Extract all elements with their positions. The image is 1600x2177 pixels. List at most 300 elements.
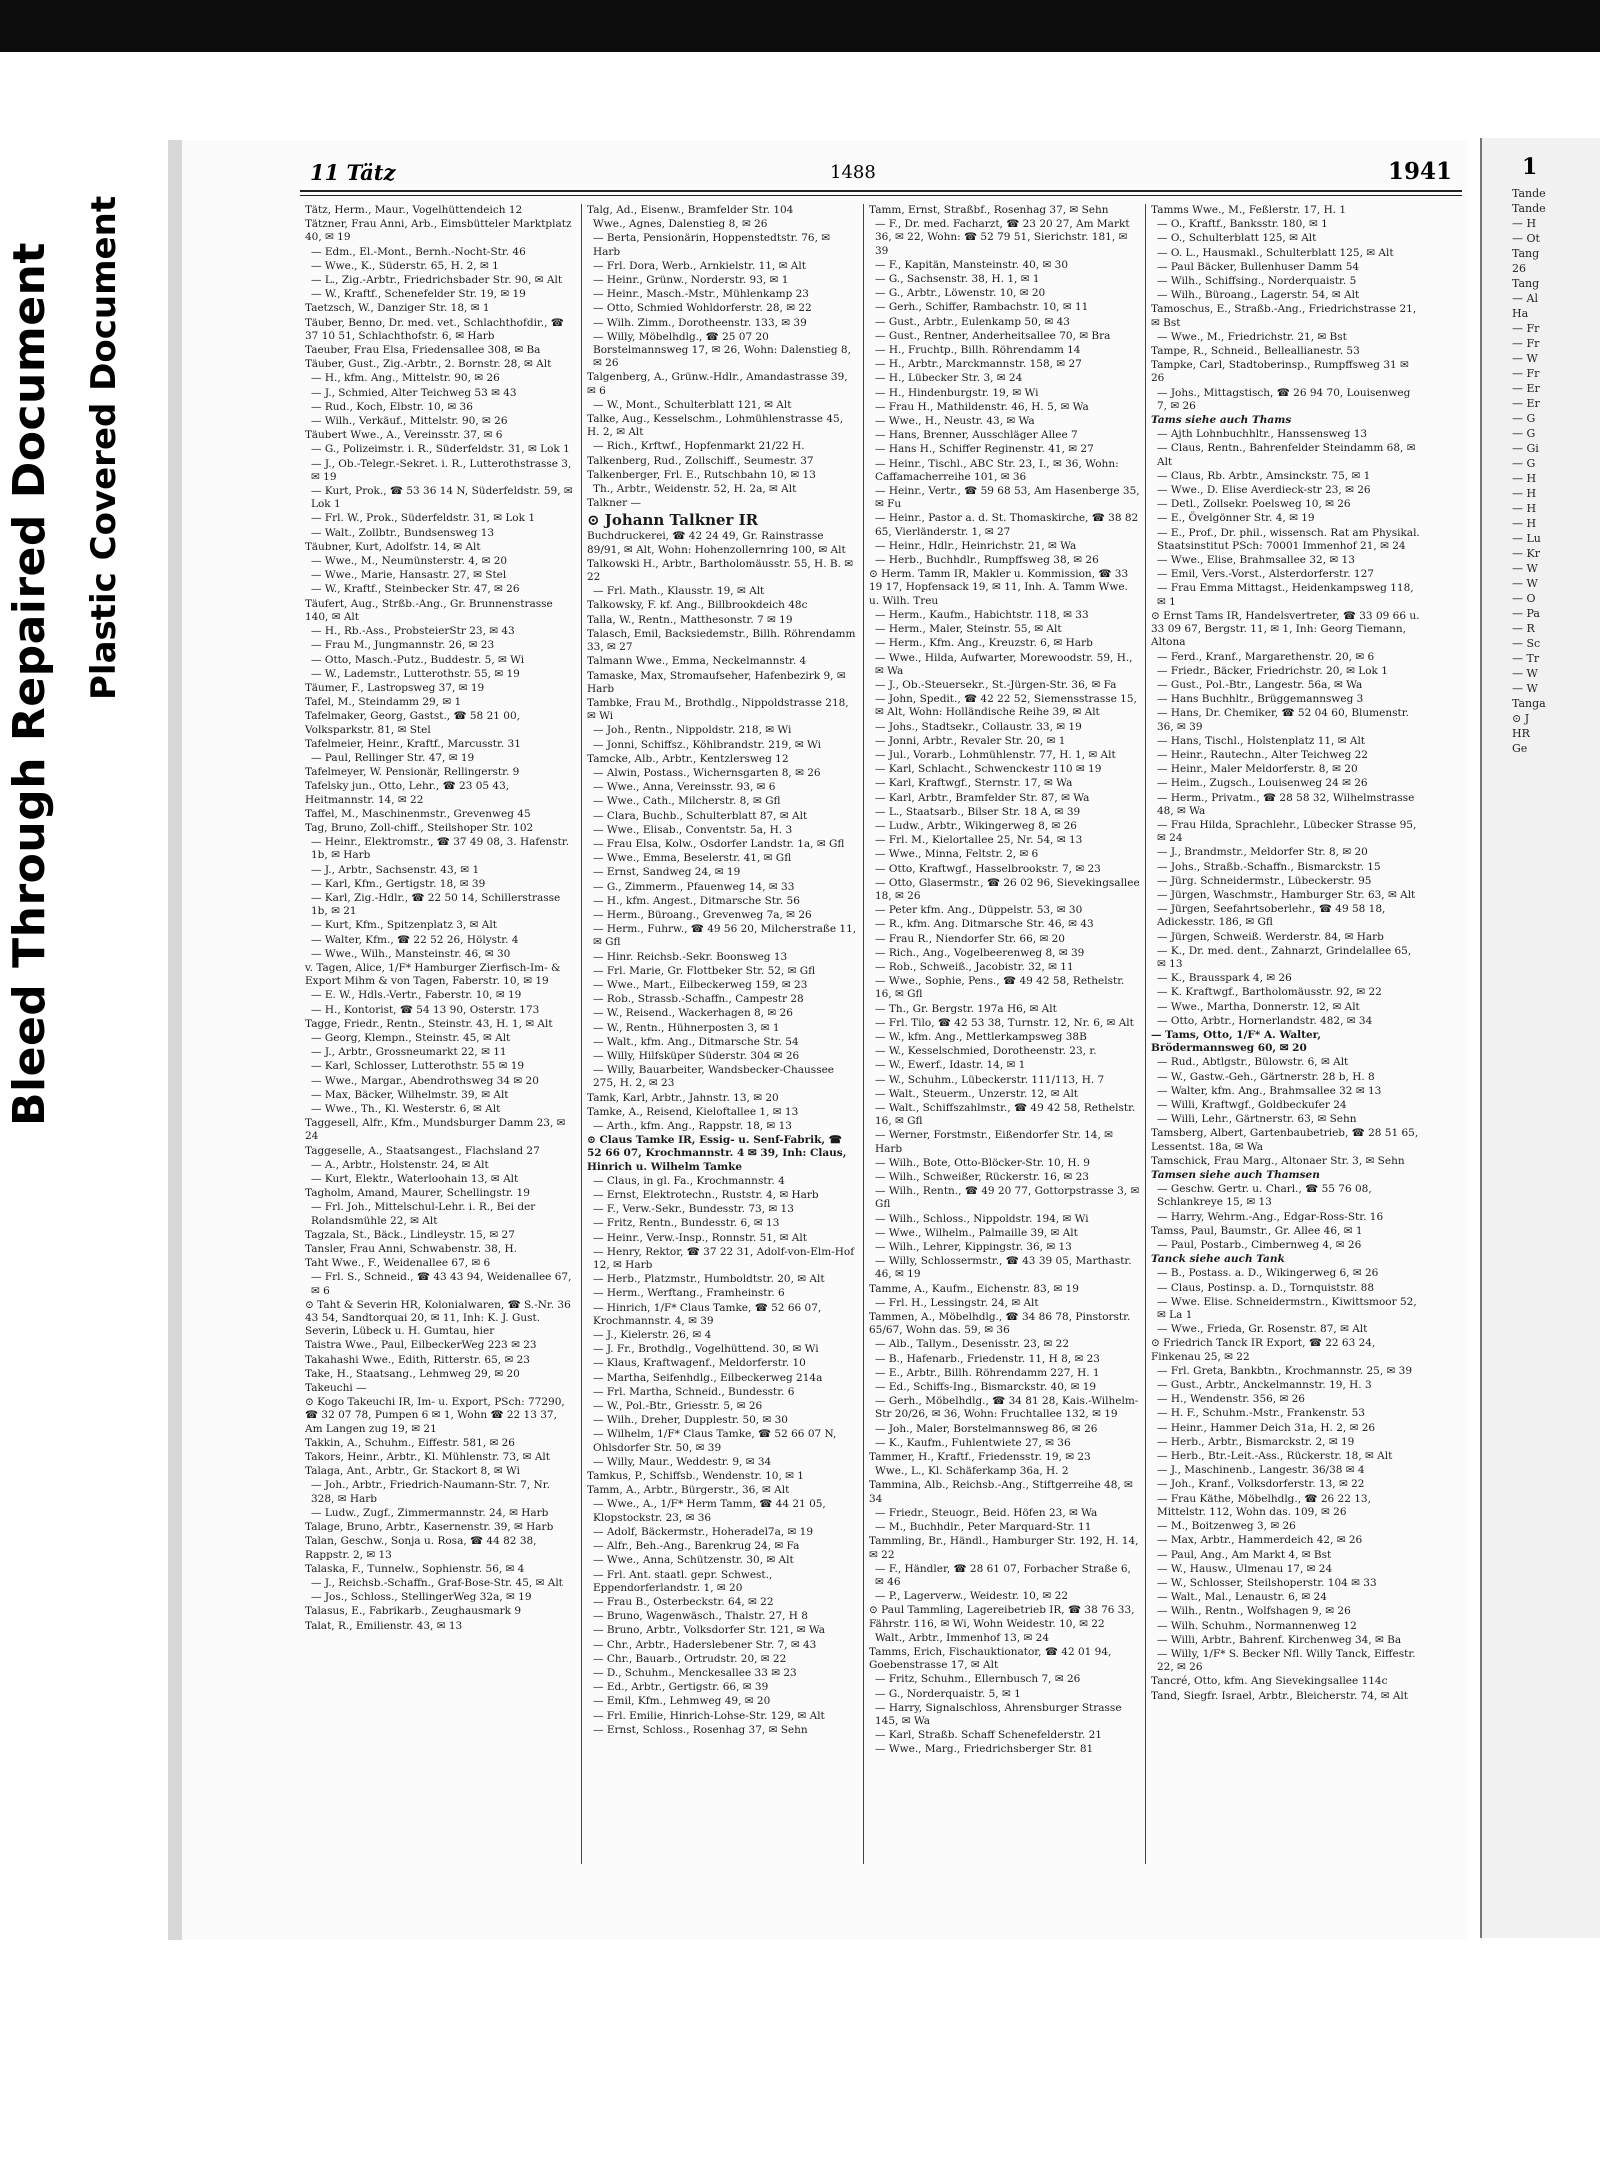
directory-entry: Talkowsky, F. kf. Ang., Billbrookdeich 48c xyxy=(587,599,808,612)
next-page-stub: Ge xyxy=(1512,742,1528,755)
directory-entry: — Gust., Arbtr., Anckelmannstr. 19, H. 3 xyxy=(1157,1379,1372,1392)
directory-entry: — Hans Buchhltr., Brüggemannsweg 3 xyxy=(1157,693,1364,706)
directory-entry: — Frl. W., Prok., Süderfeldstr. 31, ✉ Lok 1 xyxy=(311,512,536,525)
directory-entry: — Willy, Hilfsküper Süderstr. 304 ✉ 26 xyxy=(593,1049,800,1062)
page-header xyxy=(300,158,1462,192)
directory-entry: — Walt., Mal., Lenaustr. 6, ✉ 24 xyxy=(1157,1591,1327,1604)
next-page-stub: — Er xyxy=(1512,397,1540,410)
directory-entry: — H. F., Schuhm.-Mstr., Frankenstr. 53 xyxy=(1157,1407,1365,1420)
directory-entry: ⊙ Herm. Tamm IR, Makler u. Kommission, ☎ 33 19 17, Hopfensack 19, ✉ 11, Inh. A. Tamm Wwe. u. Wilh. Treu xyxy=(869,568,1129,607)
directory-entry: Wwe., Agnes, Dalenstieg 8, ✉ 26 xyxy=(593,218,768,231)
directory-entry: — Wwe., H., Neustr. 43, ✉ Wa xyxy=(875,415,1035,428)
directory-entry: Taetzsch, W., Danziger Str. 18, ✉ 1 xyxy=(305,302,490,315)
directory-entry: ⊙ Johann Talkner IR xyxy=(587,511,759,530)
directory-entry: ⊙ Ernst Tams IR, Handelsvertreter, ☎ 33 09 66 u. 33 09 67, Bergstr. 11, ✉ 1, Inh: Georg Tiemann, Altona xyxy=(1151,609,1420,649)
directory-entry: — M., Boitzenweg 3, ✉ 26 xyxy=(1157,1520,1296,1533)
directory-entry: — F., Dr. med. Facharzt, ☎ 23 20 27, Am Markt 36, ✉ 22, Wohn: ☎ 52 79 51, Sierichstr. 181, ✉ 39 xyxy=(875,218,1130,257)
next-page-stubs xyxy=(1482,186,1600,756)
directory-entry: Th., Arbtr., Weidenstr. 52, H. 2a, ✉ Alt xyxy=(593,483,797,496)
directory-entry: — Johs., Mittagstisch, ☎ 26 94 70, Louisenweg 7, ✉ 26 xyxy=(1157,386,1411,412)
directory-entry: — Wwe., Wilhelm., Palmaille 39, ✉ Alt xyxy=(875,1226,1078,1239)
directory-entry: — Joh., Maler, Borstelmannsweg 86, ✉ 26 xyxy=(875,1422,1098,1435)
header-section-title: 11 Tätz xyxy=(310,160,396,185)
next-page-stub: — H xyxy=(1512,472,1537,485)
directory-entry: — Heinr., Rautechn., Alter Teichweg 22 xyxy=(1157,748,1368,761)
directory-entry: — Harry, Wehrm.-Ang., Edgar-Ross-Str. 16 xyxy=(1157,1210,1384,1223)
directory-column-4 xyxy=(1146,204,1428,1864)
directory-entry: — Jonni, Arbtr., Revaler Str. 20, ✉ 1 xyxy=(875,734,1066,747)
directory-entry: Tamke, A., Reisend, Kieloftallee 1, ✉ 13 xyxy=(587,1105,799,1118)
directory-entry: — J. Fr., Brothdlg., Vogelhüttend. 30, ✉ Wi xyxy=(593,1343,819,1356)
directory-entry: — Herm., Kaufm., Habichtstr. 118, ✉ 33 xyxy=(875,608,1089,621)
directory-entry: — W., Kesselschmied, Dorotheenstr. 23, r. xyxy=(875,1045,1097,1058)
directory-entry: — Willy, Bauarbeiter, Wandsbecker-Chaussee 275, H. 2, ✉ 23 xyxy=(593,1064,835,1090)
next-page-stub: — G xyxy=(1512,427,1536,440)
next-page-stub: — H xyxy=(1512,217,1537,230)
directory-entry: — J., Ob.-Steuersekr., St.-Jürgen-Str. 36, ✉ Fa xyxy=(875,678,1117,691)
directory-entry: — Jul., Vorarb., Lohmühlenstr. 77, H. 1, ✉ Alt xyxy=(875,748,1116,761)
directory-entry: Tag, Bruno, Zoll-chiff., Steilshoper Str. 102 xyxy=(305,821,534,834)
directory-entry: — Wwe., Mart., Eilbeckerweg 159, ✉ 23 xyxy=(593,978,808,991)
next-page-stub: — R xyxy=(1512,622,1535,635)
directory-column-2 xyxy=(582,204,864,1864)
directory-entry: — Ajth Lohnbuchhltr., Hanssensweg 13 xyxy=(1157,428,1368,441)
directory-entry: Tamschick, Frau Marg., Altonaer Str. 3, ✉ Sehn xyxy=(1151,1154,1405,1167)
directory-entry: — K. Kraftwgf., Bartholomäusstr. 92, ✉ 22 xyxy=(1157,986,1382,999)
directory-entry: — Heinr., Pastor a. d. St. Thomaskirche, ☎ 38 82 65, Vierländerstr. 1, ✉ 27 xyxy=(875,512,1139,538)
directory-entry: — Wwe., K., Süderstr. 65, H. 2, ✉ 1 xyxy=(311,259,499,272)
directory-entry: — W., Gastw.-Geh., Gärtnerstr. 28 b, H. 8 xyxy=(1157,1070,1375,1083)
directory-entry: Tammling, Br., Händl., Hamburger Str. 192, H. 14, ✉ 22 xyxy=(869,1535,1139,1561)
directory-entry: — F., Verw.-Sekr., Bundesstr. 73, ✉ 13 xyxy=(593,1203,794,1216)
directory-entry: — Wwe., Minna, Feltstr. 2, ✉ 6 xyxy=(875,848,1039,861)
directory-entry: — Wwe., Martha, Donnerstr. 12, ✉ Alt xyxy=(1157,1000,1360,1013)
directory-entry: Täuber, Benno, Dr. med. vet., Schlachthofdir., ☎ 37 10 51, Schlachthofstr. 6, ✉ Harb xyxy=(305,316,564,342)
directory-entry: — Willi, Arbtr., Bahrenf. Kirchenweg 34, ✉ Ba xyxy=(1157,1633,1402,1646)
directory-entry: — Otto, Glasermstr., ☎ 26 02 96, Sievekingsallee 18, ✉ 26 xyxy=(875,876,1140,902)
directory-entry: Talat, R., Emilienstr. 43, ✉ 13 xyxy=(305,1619,463,1632)
directory-entry: — Bruno, Arbtr., Volksdorfer Str. 121, ✉ Wa xyxy=(593,1624,826,1637)
directory-entry: — Edm., El.-Mont., Bernh.-Nocht-Str. 46 xyxy=(311,245,526,258)
directory-entry: Tamoschus, E., Straßb.-Ang., Friedrichstrasse 21, ✉ Bst xyxy=(1151,303,1417,329)
directory-entry: Taht Wwe., F., Weidenallee 67, ✉ 6 xyxy=(305,1257,491,1270)
directory-entry: — B., Postass. a. D., Wikingerweg 6, ✉ 26 xyxy=(1157,1267,1379,1280)
directory-entry: — Joh., Rentn., Nippoldstr. 218, ✉ Wi xyxy=(593,724,792,737)
directory-entry: Talaga, Ant., Arbtr., Gr. Stackort 8, ✉ Wi xyxy=(305,1465,520,1478)
directory-entry: — Herm., Maler, Steinstr. 55, ✉ Alt xyxy=(875,623,1062,636)
directory-entry: — Karl, Kraftwgf., Sternstr. 17, ✉ Wa xyxy=(875,777,1073,790)
directory-entry: — Joh., Kranf., Volksdorferstr. 13, ✉ 22 xyxy=(1157,1478,1365,1491)
directory-entry: — Willy, Maur., Weddestr. 9, ✉ 34 xyxy=(593,1455,772,1468)
directory-entry: Tammer, H., Kraftf., Friedensstr. 19, ✉ 23 xyxy=(869,1451,1091,1464)
directory-entry: — Tams, Otto, 1/F* A. Walter, Brödermannsweg 60, ✉ 20 xyxy=(1151,1028,1322,1055)
directory-entry: — Heinr., Masch.-Mstr., Mühlenkamp 23 xyxy=(593,288,809,301)
directory-entry: — Jürgen, Schweiß. Werderstr. 84, ✉ Harb xyxy=(1157,930,1384,943)
directory-entry: — Wwe., Sophie, Pens., ☎ 49 42 58, Rethelstr. 16, ✉ Gfl xyxy=(875,975,1125,1001)
directory-entry: — Emil, Vers.-Vorst., Alsterdorferstr. 127 xyxy=(1157,568,1374,581)
directory-entry: — Herm., Kfm. Ang., Kreuzstr. 6, ✉ Harb xyxy=(875,637,1093,650)
directory-entry: Tammen, A., Möbelhdlg., ☎ 34 86 78, Pinstorstr. 65/67, Wohn das. 59, ✉ 36 xyxy=(869,1311,1131,1337)
directory-entry: — Ludw., Zugf., Zimmermannstr. 24, ✉ Harb xyxy=(311,1506,549,1519)
directory-entry: — Claus, Rb. Arbtr., Amsinckstr. 75, ✉ 1 xyxy=(1157,469,1371,482)
directory-entry: — Harry, Signalschloss, Ahrensburger Strasse 145, ✉ Wa xyxy=(875,1701,1122,1727)
directory-entry: — Frl. Marie, Gr. Flottbeker Str. 52, ✉ Gfl xyxy=(593,964,816,977)
directory-entry: — Rob., Schweiß., Jacobistr. 32, ✉ 11 xyxy=(875,960,1074,973)
directory-entry: — L., Zig.-Arbtr., Friedrichsbader Str. 90, ✉ Alt xyxy=(311,274,563,287)
directory-entry: — Th., Gr. Bergstr. 197a H6, ✉ Alt xyxy=(875,1002,1057,1015)
directory-entry: — E., Övelgönner Str. 4, ✉ 19 xyxy=(1157,512,1315,525)
directory-entry: — Frl. Math., Klausstr. 19, ✉ Alt xyxy=(593,585,765,598)
directory-entry: Täufert, Aug., Strßb.-Ang., Gr. Brunnenstrasse 140, ✉ Alt xyxy=(305,597,553,623)
directory-entry: — Berta, Pensionärin, Hoppenstedtstr. 76, ✉ Harb xyxy=(593,232,831,258)
directory-entry: — Walt., Steuerm., Unzerstr. 12, ✉ Alt xyxy=(875,1087,1079,1100)
directory-entry: Tansler, Frau Anni, Schwabenstr. 38, H. xyxy=(305,1243,517,1256)
directory-entry: ⊙ Claus Tamke IR, Essig- u. Senf-Fabrik, ☎ 52 66 07, Krochmannstr. 4 ✉ 39, Inh: Claus, Hinrich u. Wilhelm Tamke xyxy=(587,1134,847,1173)
directory-entry: — Frl. Joh., Mittelschul-Lehr. i. R., Bei der Rolandsmühle 22, ✉ Alt xyxy=(311,1201,536,1227)
side-label-primary: Bleed Through Repaired Document xyxy=(4,242,55,1126)
directory-entry: — K., Dr. med. dent., Zahnarzt, Grindelallee 65, ✉ 13 xyxy=(1157,944,1412,970)
directory-entry: — Herm., Werftang., Framheinstr. 6 xyxy=(593,1287,785,1300)
directory-entry: ⊙ Taht & Severin HR, Kolonialwaren, ☎ S.-Nr. 36 43 54, Sandtorquai 20, ✉ 11, Inh: K. J. Gust. Severin, Lübeck u. H. Gumtau, hier xyxy=(305,1298,571,1338)
next-page-stub: — W xyxy=(1512,562,1538,575)
directory-entry: Täumer, F., Lastropsweg 37, ✉ 19 xyxy=(305,681,485,694)
directory-entry: Tampe, R., Schneid., Belleallianestr. 53 xyxy=(1151,345,1360,358)
next-page-stub: — H xyxy=(1512,517,1537,530)
directory-entry: — W., kfm. Ang., Mettlerkampsweg 38B xyxy=(875,1030,1087,1043)
directory-entry: Takahashi Wwe., Edith, Ritterstr. 65, ✉ 23 xyxy=(305,1353,530,1366)
directory-entry: — Heinr., Grünw., Norderstr. 93, ✉ 1 xyxy=(593,274,789,287)
directory-entry: — Alwin, Postass., Wichernsgarten 8, ✉ 26 xyxy=(593,766,821,779)
directory-entry: — Fritz, Schuhm., Ellernbusch 7, ✉ 26 xyxy=(875,1673,1081,1686)
directory-entry: — Frl. Emilie, Hinrich-Lohse-Str. 129, ✉ Alt xyxy=(593,1709,825,1722)
next-page-stub: — Lu xyxy=(1512,532,1541,545)
directory-entry: — Rud., Abtlgstr., Bülowstr. 6, ✉ Alt xyxy=(1157,1056,1349,1069)
directory-entry: Tamms Wwe., M., Feßlerstr. 17, H. 1 xyxy=(1151,204,1347,216)
next-page-stub: — W xyxy=(1512,352,1538,365)
directory-entry: — Heim., Zugsch., Louisenweg 24 ✉ 26 xyxy=(1157,777,1368,790)
directory-entry: — Ludw., Arbtr., Wikingerweg 8, ✉ 26 xyxy=(875,819,1077,832)
directory-entry: — Wwe., Hilda, Aufwarter, Morewoodstr. 59, H., ✉ Wa xyxy=(875,651,1133,677)
directory-entry: — Wilhelm, 1/F* Claus Tamke, ☎ 52 66 07 N, Ohlsdorfer Str. 50, ✉ 39 xyxy=(593,1428,837,1454)
directory-entry: — Rob., Strassb.-Schaffn., Campestr 28 xyxy=(593,993,804,1006)
directory-entry: Täubner, Kurt, Adolfstr. 14, ✉ Alt xyxy=(305,540,481,553)
next-page-stub: ⊙ J xyxy=(1512,712,1530,725)
directory-entry: Tamk, Karl, Arbtr., Jahnstr. 13, ✉ 20 xyxy=(587,1091,779,1104)
directory-entry: — Heinr., Verw.-Insp., Ronnstr. 51, ✉ Alt xyxy=(593,1231,807,1244)
directory-entry: — Max, Arbtr., Hammerdeich 42, ✉ 26 xyxy=(1157,1534,1363,1547)
directory-entry: — Wilh., Lehrer, Kippingstr. 36, ✉ 13 xyxy=(875,1241,1072,1254)
directory-entry: — J., Reichsb.-Schaffn., Graf-Bose-Str. 45, ✉ Alt xyxy=(311,1576,563,1589)
directory-entry: — Gerh., Möbelhdlg., ☎ 34 81 28, Kais.-Wilhelm-Str 20/26, ✉ 36, Wohn: Fruchtallee 132, ✉ 19 xyxy=(875,1395,1139,1421)
next-page-stub: — Fr xyxy=(1512,322,1540,335)
directory-entry: — Karl, Arbtr., Bramfelder Str. 87, ✉ Wa xyxy=(875,791,1090,804)
directory-entry: Tamkus, P., Schiffsb., Wendenstr. 10, ✉ 1 xyxy=(587,1470,804,1483)
directory-entry: — G., Zimmerm., Pfauenweg 14, ✉ 33 xyxy=(593,880,795,893)
directory-entry: — Gust., Pol.-Btr., Langestr. 56a, ✉ Wa xyxy=(1157,678,1363,691)
directory-entry: — Walter, Kfm., ☎ 22 52 26, Hölystr. 4 xyxy=(311,933,519,946)
directory-entry: — Karl, Straßb. Schaff Schenefelderstr. 21 xyxy=(875,1729,1102,1742)
directory-entry: — Wwe., Margar., Abendrothsweg 34 ✉ 20 xyxy=(311,1074,539,1087)
directory-entry: — Klaus, Kraftwagenf., Meldorferstr. 10 xyxy=(593,1357,806,1370)
directory-entry: — Ed., Schiffs-Ing., Bismarckstr. 40, ✉ 19 xyxy=(875,1381,1097,1394)
directory-entry: — Geschw. Gertr. u. Charl., ☎ 55 76 08, Schlankreye 15, ✉ 13 xyxy=(1157,1183,1372,1209)
header-page-number: 1488 xyxy=(830,162,876,183)
directory-entry: — Wwe. Elise. Schneidermstrn., Kiwittsmoor 52, ✉ La 1 xyxy=(1157,1295,1417,1322)
directory-entry: — Frl. S., Schneid., ☎ 43 43 94, Weidenallee 67, ✉ 6 xyxy=(311,1271,572,1297)
directory-entry: — Rich., Ang., Vogelbeerenweg 8, ✉ 39 xyxy=(875,946,1085,959)
directory-entry: Talaska, F., Tunnelw., Sophienstr. 56, ✉ 4 xyxy=(305,1562,525,1575)
directory-entry: — W., Reisend., Wackerhagen 8, ✉ 26 xyxy=(593,1007,793,1020)
directory-entry: — Willi, Lehr., Gärtnerstr. 63, ✉ Sehn xyxy=(1157,1113,1357,1126)
directory-entry: — Rud., Koch, Elbstr. 10, ✉ 36 xyxy=(311,400,473,413)
directory-entry: Tagge, Friedr., Rentn., Steinstr. 43, H. 1, ✉ Alt xyxy=(305,1017,553,1030)
directory-entry: — Alb., Tallym., Desenisstr. 23, ✉ 22 xyxy=(875,1338,1070,1351)
directory-entry: — G., Arbtr., Löwenstr. 10, ✉ 20 xyxy=(875,287,1046,300)
directory-entry: — Frau H., Mathildenstr. 46, H. 5, ✉ Wa xyxy=(875,400,1089,413)
directory-entry: — Wwe., Frieda, Gr. Rosenstr. 87, ✉ Alt xyxy=(1157,1323,1368,1336)
directory-entry: — H., kfm. Angest., Ditmarsche Str. 56 xyxy=(593,894,800,907)
directory-entry: — H., Rb.-Ass., ProbsteierStr 23, ✉ 43 xyxy=(311,625,515,638)
directory-entry: — Frl. Ant. staatl. gepr. Schwest., Eppendorferlandstr. 1, ✉ 20 xyxy=(593,1568,773,1594)
directory-entry: Tams siehe auch Thams xyxy=(1151,414,1292,427)
directory-entry: Tamme, A., Kaufm., Eichenstr. 83, ✉ 19 xyxy=(869,1282,1079,1295)
directory-entry: Take, H., Staatsang., Lehmweg 29, ✉ 20 xyxy=(305,1367,520,1380)
directory-entry: — Friedr., Bäcker, Friedrichstr. 20, ✉ Lok 1 xyxy=(1157,664,1388,677)
directory-entry: — Ferd., Kranf., Margarethenstr. 20, ✉ 6 xyxy=(1157,650,1375,663)
directory-entry: Tammina, Alb., Reichsb.-Ang., Stiftgerreihe 48, ✉ 34 xyxy=(869,1479,1133,1505)
directory-entry: — D., Schuhm., Menckesallee 33 ✉ 23 xyxy=(593,1666,797,1679)
directory-entry: — Herm., Büroang., Grevenweg 7a, ✉ 26 xyxy=(593,908,812,921)
directory-entry: — Walt., Zollbtr., Bundsensweg 13 xyxy=(311,526,495,539)
next-page-stub: — G xyxy=(1512,457,1536,470)
directory-entry: — Frau Hilda, Sprachlehr., Lübecker Strasse 95, ✉ 24 xyxy=(1157,818,1417,845)
directory-entry: — Herb., Btr.-Leit.-Ass., Rückerstr. 18, ✉ Alt xyxy=(1157,1450,1393,1463)
directory-entry: Tamsberg, Albert, Gartenbaubetrieb, ☎ 28 51 65, Lessentst. 18a, ✉ Wa xyxy=(1151,1127,1419,1153)
directory-entry: — Frau Emma Mittagst., Heidenkampsweg 118, ✉ 1 xyxy=(1157,582,1414,608)
directory-entry: — J., Schmied, Alter Teichweg 53 ✉ 43 xyxy=(311,386,517,399)
directory-entry: — Herm., Privatm., ☎ 28 58 32, Wilhelmstrasse 48, ✉ Wa xyxy=(1157,791,1415,817)
directory-entry: Tagzala, St., Bäck., Lindleystr. 15, ✉ 27 xyxy=(305,1228,515,1241)
page-content xyxy=(300,158,1462,1864)
directory-entry: — Frau R., Niendorfer Str. 66, ✉ 20 xyxy=(875,932,1065,945)
directory-entry: — Claus, Postinsp. a. D., Tornquiststr. 88 xyxy=(1157,1281,1375,1294)
directory-entry: — Alfr., Beh.-Ang., Barenkrug 24, ✉ Fa xyxy=(593,1540,800,1553)
directory-entry: Tamss, Paul, Baumstr., Gr. Allee 46, ✉ 1 xyxy=(1151,1224,1363,1237)
directory-entry: — Hans, Tischl., Holstenplatz 11, ✉ Alt xyxy=(1157,734,1366,747)
directory-entry: — Kurt, Elektr., Waterloohain 13, ✉ Alt xyxy=(311,1173,519,1186)
directory-entry: — Herb., Platzmstr., Humboldtstr. 20, ✉ Alt xyxy=(593,1273,825,1286)
directory-entry: Tamaske, Max, Stromaufseher, Hafenbezirk 9, ✉ Harb xyxy=(587,669,846,695)
directory-entry: — Frl. Tilo, ☎ 42 53 38, Turnstr. 12, Nr. 6, ✉ Alt xyxy=(875,1016,1134,1029)
directory-entry: — Jürg. Schneidermstr., Lübeckerstr. 95 xyxy=(1157,874,1372,887)
directory-entry: — J., Brandmstr., Meldorfer Str. 8, ✉ 20 xyxy=(1157,846,1368,859)
directory-entry: — Claus, Rentn., Bahrenfelder Steindamm 68, ✉ Alt xyxy=(1157,442,1416,468)
directory-entry: — Wilh., Schloss., Nippoldstr. 194, ✉ Wi xyxy=(875,1212,1089,1225)
next-page-stub: HR xyxy=(1512,727,1530,740)
directory-entry: — W., Pol.-Btr., Griesstr. 5, ✉ 26 xyxy=(593,1400,763,1413)
directory-entry: Tätz, Herm., Maur., Vogelhüttendeich 12 xyxy=(305,204,523,216)
directory-entry: — F., Händler, ☎ 28 61 07, Forbacher Straße 6, ✉ 46 xyxy=(875,1562,1131,1588)
directory-entry: — Wwe., Wilh., Mansteinstr. 46, ✉ 30 xyxy=(311,947,511,960)
next-page-stub: — Kr xyxy=(1512,547,1540,560)
directory-entry: Taistra Wwe., Paul, EilbeckerWeg 223 ✉ 23 xyxy=(305,1339,537,1352)
directory-entry: — Heinr., Elektromstr., ☎ 37 49 08, 3. Hafenstr. 1b, ✉ Harb xyxy=(311,836,570,862)
next-page-stub: — W xyxy=(1512,682,1538,695)
directory-entry: — Rich., Krftwf., Hopfenmarkt 21/22 H. xyxy=(593,440,805,453)
directory-entry: — Frau Elsa, Kolw., Osdorfer Landstr. 1a, ✉ Gfl xyxy=(593,837,845,850)
scan-border-bottom xyxy=(0,2052,1600,2177)
directory-entry: — Otto, Kraftwgf., Hasselbrookstr. 7, ✉ 23 xyxy=(875,862,1101,875)
next-page-stub: — Er xyxy=(1512,382,1540,395)
directory-entry: Takeuchi — xyxy=(305,1382,367,1395)
directory-entry: — Ed., Arbtr., Gertigstr. 66, ✉ 39 xyxy=(593,1681,769,1694)
directory-entry: Täuber, Gust., Zig.-Arbtr., 2. Bornstr. 28, ✉ Alt xyxy=(305,358,552,371)
directory-entry: ⊙ Paul Tammling, Lagereibetrieb IR, ☎ 38 76 33, Fährstr. 116, ✉ Wi, Wohn Weidestr. 10, ✉ 22 xyxy=(869,1604,1135,1630)
directory-entry: — Wwe., Anna, Schützenstr. 30, ✉ Alt xyxy=(593,1554,794,1567)
directory-entry: Talage, Bruno, Arbtr., Kasernenstr. 39, ✉ Harb xyxy=(305,1521,554,1534)
directory-entry: — Adolf, Bäckermstr., Hoheradel7a, ✉ 19 xyxy=(593,1525,814,1538)
directory-entry: — H., kfm. Ang., Mittelstr. 90, ✉ 26 xyxy=(311,372,500,385)
directory-entry: Tamm, A., Arbtr., Bürgerstr., 36, ✉ Alt xyxy=(587,1484,790,1497)
next-page-stub: — Ot xyxy=(1512,232,1540,245)
directory-entry: — John, Spedit., ☎ 42 22 52, Siemensstrasse 15, ✉ Alt, Wohn: Holländische Reihe 39, ✉ Alt xyxy=(875,693,1137,719)
directory-entry: — Heinr., Hdlr., Heinrichstr. 21, ✉ Wa xyxy=(875,539,1077,552)
directory-entry: — E., Arbtr., Billh. Röhrendamm 227, H. 1 xyxy=(875,1366,1100,1379)
directory-entry: — Heinr., Vertr., ☎ 59 68 53, Am Hasenberge 35, ✉ Fu xyxy=(875,485,1140,511)
directory-entry: Taggesell, Alfr., Kfm., Mundsburger Damm 23, ✉ 24 xyxy=(305,1117,566,1143)
directory-entry: — J., Arbtr., Grossneumarkt 22, ✉ 11 xyxy=(311,1046,507,1059)
directory-entry: — W., Lademstr., Lutterothstr. 55, ✉ 19 xyxy=(311,667,520,680)
directory-entry: — Walt., kfm. Ang., Ditmarsche Str. 54 xyxy=(593,1035,799,1048)
directory-entry: — Jos., Schloss., StellingerWeg 32a, ✉ 19 xyxy=(311,1591,532,1604)
directory-entry: — Walter, kfm. Ang., Brahmsallee 32 ✉ 13 xyxy=(1157,1084,1382,1097)
directory-entry: — P., Lagerverw., Weidestr. 10, ✉ 22 xyxy=(875,1590,1069,1603)
directory-entry: — Frl. Martha, Schneid., Bundesstr. 6 xyxy=(593,1385,795,1398)
side-label-secondary: Plastic Covered Document xyxy=(84,195,124,700)
directory-column-1 xyxy=(300,204,582,1864)
directory-entry: — Wilh., Verkäuf., Mittelstr. 90, ✉ 26 xyxy=(311,415,508,428)
next-page-stub: — Gi xyxy=(1512,442,1539,455)
directory-entry: — Hans H., Schiffer Reginenstr. 41, ✉ 27 xyxy=(875,443,1094,456)
directory-entry: — W., Hausw., Ulmenau 17, ✉ 24 xyxy=(1157,1562,1333,1575)
directory-entry: — Wwe., D. Elise Averdieck-str 23, ✉ 26 xyxy=(1157,484,1371,497)
directory-entry: Talkowski H., Arbtr., Bartholomäusstr. 55, H. B. ✉ 22 xyxy=(587,557,854,584)
directory-entry: — Georg, Klempn., Steinstr. 45, ✉ Alt xyxy=(311,1031,511,1044)
directory-entry: — Herm., Fuhrw., ☎ 49 56 20, Milcherstraße 11, ✉ Gfl xyxy=(593,923,857,949)
directory-entry: — J., Maschinenb., Langestr. 36/38 ✉ 4 xyxy=(1157,1464,1365,1477)
directory-columns xyxy=(300,204,1462,1864)
directory-entry: — Hans, Brenner, Ausschläger Allee 7 xyxy=(875,429,1078,442)
directory-entry: — Paul, Ang., Am Markt 4, ✉ Bst xyxy=(1157,1548,1332,1561)
directory-entry: Talan, Geschw., Sonja u. Rosa, ☎ 44 82 38, Rappstr. 2, ✉ 13 xyxy=(305,1535,537,1561)
directory-entry: — W., Rentn., Hühnerposten 3, ✉ 1 xyxy=(593,1021,780,1034)
next-page-stub: Ha xyxy=(1512,307,1529,320)
next-page-stub: — H xyxy=(1512,487,1537,500)
directory-entry: — Wwe., A., 1/F* Herm Tamm, ☎ 44 21 05, Klopstockstr. 23, ✉ 36 xyxy=(593,1498,826,1524)
directory-entry: — E. W., Hdls.-Vertr., Faberstr. 10, ✉ 19 xyxy=(311,989,522,1002)
next-page-stub: Tang xyxy=(1512,277,1540,290)
directory-entry: — J., Ob.-Telegr.-Sekret. i. R., Lutterothstrasse 3, ✉ 19 xyxy=(311,457,572,483)
directory-entry: Talkner — xyxy=(587,497,642,510)
directory-entry: — G., Norderquaistr. 5, ✉ 1 xyxy=(875,1687,1021,1700)
directory-entry: — Wwe., Marg., Friedrichsberger Str. 81 xyxy=(875,1743,1094,1756)
directory-entry: — Peter kfm. Ang., Düppelstr. 53, ✉ 30 xyxy=(875,904,1083,917)
directory-entry: — Wwe., Cath., Milcherstr. 8, ✉ Gfl xyxy=(593,795,781,808)
directory-entry: — F., Kapitän, Mansteinstr. 40, ✉ 30 xyxy=(875,258,1068,271)
header-year: 1941 xyxy=(1387,158,1452,185)
directory-entry: — Herb., Arbtr., Bismarckstr. 2, ✉ 19 xyxy=(1157,1435,1355,1448)
directory-entry: — Wilh., Schweißer, Rückerstr. 16, ✉ 23 xyxy=(875,1171,1089,1184)
directory-entry: — Ernst, Schloss., Rosenhag 37, ✉ Sehn xyxy=(593,1723,808,1736)
directory-entry: — Frau B., Osterbeckstr. 64, ✉ 22 xyxy=(593,1595,774,1608)
directory-entry: — J., Kielerstr. 26, ✉ 4 xyxy=(593,1329,712,1342)
directory-entry: Tambke, Frau M., Brothdlg., Nippoldstrasse 218, ✉ Wi xyxy=(587,696,849,723)
directory-entry: — Hans, Dr. Chemiker, ☎ 52 04 60, Blumenstr. 36, ✉ 39 xyxy=(1157,707,1409,733)
directory-entry: — Herb., Buchhdlr., Rumpffsweg 38, ✉ 26 xyxy=(875,554,1099,567)
directory-entry: Tamm, Ernst, Straßbf., Rosenhag 37, ✉ Sehn xyxy=(869,204,1109,216)
directory-entry: — Wwe., Anna, Vereinsstr. 93, ✉ 6 xyxy=(593,781,776,794)
directory-entry: — Hinrich, 1/F* Claus Tamke, ☎ 52 66 07, Krochmannstr. 4, ✉ 39 xyxy=(593,1301,822,1327)
directory-entry: — Karl, Zig.-Hdlr., ☎ 22 50 14, Schillerstrasse 1b, ✉ 21 xyxy=(311,891,561,918)
directory-entry: — O., Schulterblatt 125, ✉ Alt xyxy=(1157,232,1317,245)
directory-entry: — Willy, 1/F* S. Becker Nfl. Willy Tanck, Eiffestr. 22, ✉ 26 xyxy=(1157,1647,1416,1674)
directory-entry: Tafelmaker, Georg, Gastst., ☎ 58 21 00, Volksparkstr. 81, ✉ Stel xyxy=(305,710,520,736)
directory-entry: v. Tagen, Alice, 1/F* Hamburger Zierfisch-Im- & Export Mihm & von Tagen, Faberstr. 10, ✉ 19 xyxy=(305,961,561,988)
directory-entry: — Joh., Arbtr., Friedrich-Naumann-Str. 7, Nr. 328, ✉ Harb xyxy=(311,1479,550,1505)
directory-entry: — Frau M., Jungmannstr. 26, ✉ 23 xyxy=(311,639,495,652)
directory-entry: Tancré, Otto, kfm. Ang Sievekingsallee 114c xyxy=(1151,1675,1388,1688)
directory-entry: — Jonni, Schiffsz., Köhlbrandstr. 219, ✉ Wi xyxy=(593,738,821,751)
next-page-stub: 26 xyxy=(1512,262,1526,275)
directory-entry: — Wwe., Emma, Beselerstr. 41, ✉ Gfl xyxy=(593,852,792,865)
next-page-stub: Tande xyxy=(1512,187,1546,200)
directory-entry: — E., Prof., Dr. phil., wissensch. Rat am Physikal. Staatsinstitut PSch: 70001 Immenhof 21, ✉ 24 xyxy=(1157,526,1420,552)
directory-entry: — Otto, Schmied Wohldorferstr. 28, ✉ 22 xyxy=(593,302,812,315)
directory-entry: Tamsen siehe auch Thamsen xyxy=(1151,1169,1320,1182)
directory-entry: Täubert Wwe., A., Vereinsstr. 37, ✉ 6 xyxy=(305,429,503,442)
directory-entry: Taeuber, Frau Elsa, Friedensallee 308, ✉ Ba xyxy=(305,344,541,357)
next-page-stub: — Fr xyxy=(1512,367,1540,380)
directory-entry: Takors, Heinr., Arbtr., Kl. Mühlenstr. 73, ✉ Alt xyxy=(305,1451,550,1464)
directory-entry: — Emil, Kfm., Lehmweg 49, ✉ 20 xyxy=(593,1695,771,1708)
next-page-edge xyxy=(1480,138,1600,1938)
next-page-stub-head: 1 xyxy=(1522,154,1538,180)
directory-entry: — Frl. Dora, Werb., Arnkielstr. 11, ✉ Alt xyxy=(593,259,806,272)
directory-entry: Tamcke, Alb., Arbtr., Kentzlersweg 12 xyxy=(587,752,789,765)
directory-entry: — R., kfm. Ang. Ditmarsche Str. 46, ✉ 43 xyxy=(875,918,1094,931)
directory-entry: Walt., Arbtr., Immenhof 13, ✉ 24 xyxy=(875,1631,1050,1644)
directory-entry: — H., Fruchtp., Billh. Röhrendamm 14 xyxy=(875,344,1081,357)
directory-entry: Talgenberg, A., Grünw.-Hdlr., Amandastrasse 39, ✉ 6 xyxy=(587,371,848,397)
directory-entry: — O. L., Hausmakl., Schulterblatt 125, ✉ Alt xyxy=(1157,246,1394,259)
directory-entry: — Otto, Masch.-Putz., Buddestr. 5, ✉ Wi xyxy=(311,653,525,666)
directory-entry: — Fritz, Rentn., Bundesstr. 6, ✉ 13 xyxy=(593,1217,780,1230)
directory-entry: — K., Kaufm., Fuhlentwiete 27, ✉ 36 xyxy=(875,1436,1071,1449)
directory-entry: — W., Mont., Schulterblatt 121, ✉ Alt xyxy=(593,398,792,411)
directory-entry: Buchdruckerei, ☎ 42 24 49, Gr. Rainstrasse 89/91, ✉ Alt, Wohn: Hohenzollernring 100, ✉ Alt xyxy=(587,530,846,556)
directory-entry: — Claus, in gl. Fa., Krochmannstr. 4 xyxy=(593,1174,785,1187)
directory-entry: — Wilh., Rentn., ☎ 49 20 77, Gottorpstrasse 3, ✉ Gfl xyxy=(875,1185,1140,1211)
directory-entry: — Frl. Greta, Bankbtn., Krochmannstr. 25, ✉ 39 xyxy=(1157,1364,1413,1377)
directory-entry: Taggeselle, A., Staatsangest., Flachsland 27 xyxy=(305,1144,540,1157)
directory-entry: — G., Polizeimstr. i. R., Süderfeldstr. 31, ✉ Lok 1 xyxy=(311,443,570,456)
directory-entry: — Willi, Kraftwgf., Goldbeckufer 24 xyxy=(1157,1099,1347,1111)
directory-entry: — Karl, Schlacht., Schwenckestr 110 ✉ 19 xyxy=(875,763,1102,776)
directory-entry: — Kurt, Kfm., Spitzenplatz 3, ✉ Alt xyxy=(311,919,497,932)
directory-entry: Talla, W., Rentn., Matthesonstr. 7 ✉ 19 xyxy=(587,613,793,626)
directory-column-3 xyxy=(864,204,1146,1864)
directory-entry: — Ernst, Sandweg 24, ✉ 19 xyxy=(593,866,741,879)
